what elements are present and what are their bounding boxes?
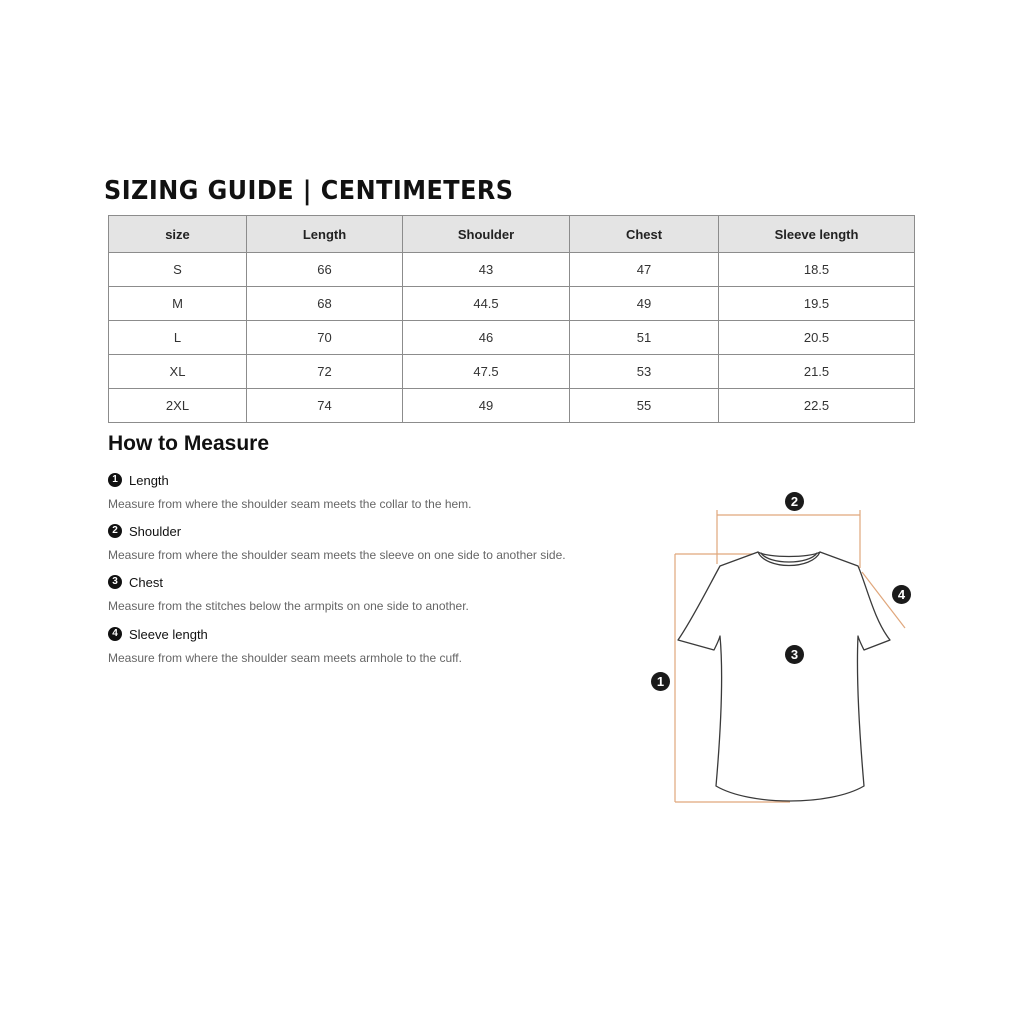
marker-length: 1 xyxy=(651,672,670,691)
cell-size: M xyxy=(109,287,247,321)
header-chest: Chest xyxy=(570,216,719,253)
cell-size: L xyxy=(109,321,247,355)
table-row xyxy=(109,287,915,321)
step-label: Chest xyxy=(129,574,163,590)
cell-chest: 51 xyxy=(570,321,719,355)
cell-sleeve-length: 22.5 xyxy=(719,389,915,423)
header-shoulder: Shoulder xyxy=(403,216,570,253)
cell-sleeve-length: 20.5 xyxy=(719,321,915,355)
step-number-badge: 4 xyxy=(108,627,122,641)
cell-chest: 53 xyxy=(570,355,719,389)
cell-shoulder: 49 xyxy=(403,389,570,423)
step-label: Sleeve length xyxy=(129,626,208,642)
cell-length: 72 xyxy=(247,355,403,389)
cell-size: S xyxy=(109,253,247,287)
marker-sleeve-length: 4 xyxy=(892,585,911,604)
step-description: Measure from where the shoulder seam meets the sleeve on one side to another side. xyxy=(108,548,566,562)
step-description: Measure from the stitches below the armpits on one side to another. xyxy=(108,599,469,613)
step-number-badge: 2 xyxy=(108,524,122,538)
step-label: Shoulder xyxy=(129,523,182,539)
step-number-badge: 3 xyxy=(108,575,122,589)
table-row xyxy=(109,355,915,389)
page-title: SIZING GUIDE | CENTIMETERS xyxy=(104,176,514,206)
cell-shoulder: 46 xyxy=(403,321,570,355)
cell-shoulder: 43 xyxy=(403,253,570,287)
marker-chest: 3 xyxy=(785,645,804,664)
step-length xyxy=(108,471,472,511)
step-description: Measure from where the shoulder seam meets armhole to the cuff. xyxy=(108,651,462,665)
step-label: Length xyxy=(129,472,169,488)
how-to-measure-title: How to Measure xyxy=(108,432,270,455)
cell-size: 2XL xyxy=(109,389,247,423)
cell-length: 68 xyxy=(247,287,403,321)
cell-length: 74 xyxy=(247,389,403,423)
cell-sleeve-length: 21.5 xyxy=(719,355,915,389)
header-sleeve-length: Sleeve length xyxy=(719,216,915,253)
cell-length: 70 xyxy=(247,321,403,355)
cell-sleeve-length: 19.5 xyxy=(719,287,915,321)
step-shoulder xyxy=(108,522,566,562)
cell-length: 66 xyxy=(247,253,403,287)
cell-size: XL xyxy=(109,355,247,389)
table-row xyxy=(109,389,915,423)
step-number-badge: 1 xyxy=(108,473,122,487)
marker-shoulder: 2 xyxy=(785,492,804,511)
cell-shoulder: 44.5 xyxy=(403,287,570,321)
t-shirt-measure-diagram xyxy=(640,480,930,820)
cell-chest: 55 xyxy=(570,389,719,423)
cell-chest: 47 xyxy=(570,253,719,287)
table-row xyxy=(109,253,915,287)
cell-chest: 49 xyxy=(570,287,719,321)
size-table xyxy=(108,215,915,423)
cell-sleeve-length: 18.5 xyxy=(719,253,915,287)
table-row xyxy=(109,321,915,355)
table-header-row xyxy=(109,216,915,253)
step-description: Measure from where the shoulder seam meets the collar to the hem. xyxy=(108,497,472,511)
step-sleeve-length xyxy=(108,625,462,665)
step-chest xyxy=(108,573,469,613)
header-length: Length xyxy=(247,216,403,253)
header-size: size xyxy=(109,216,247,253)
cell-shoulder: 47.5 xyxy=(403,355,570,389)
